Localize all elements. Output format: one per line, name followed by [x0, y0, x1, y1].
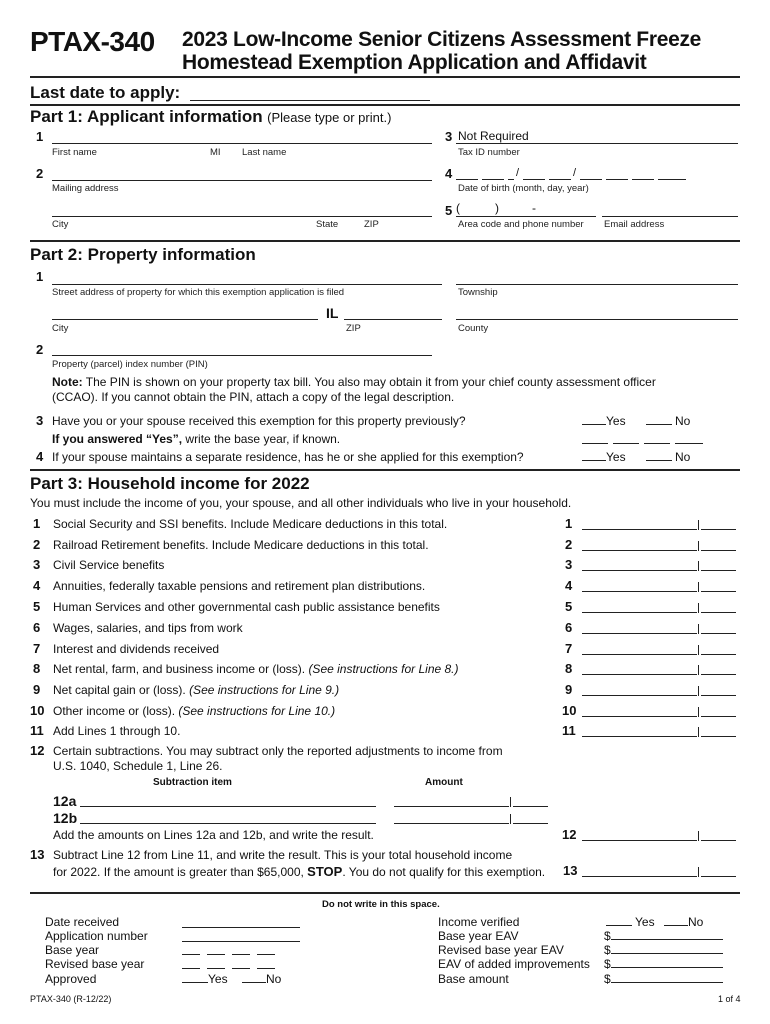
property-street-field[interactable]: [52, 284, 442, 285]
amount-header: Amount: [425, 777, 463, 788]
line12b-item-field[interactable]: [80, 823, 376, 824]
office-label: Base year: [45, 943, 100, 957]
tax-id-label: Tax ID number: [458, 147, 520, 158]
revised-base-year-eav-field[interactable]: [604, 943, 723, 957]
income-line-text: [53, 517, 447, 531]
phone-dash: -: [532, 201, 536, 215]
office-label: Base amount: [438, 972, 509, 986]
mi-label: MI: [210, 147, 221, 158]
income-line-amount[interactable]: [582, 539, 736, 551]
township-field[interactable]: [456, 284, 738, 285]
county-field[interactable]: [456, 319, 738, 320]
part1-title: [30, 107, 391, 127]
income-line-text: [53, 662, 459, 676]
income-line-amount[interactable]: [582, 518, 736, 530]
township-label: Township: [458, 287, 498, 298]
income-line-ref: 7: [565, 641, 573, 656]
dollar-sign: $: [604, 972, 611, 986]
part3-title: Part 3: Household income for 2022: [30, 474, 310, 493]
state-il: IL: [326, 305, 339, 321]
line12b-amount[interactable]: [394, 812, 548, 824]
dob-field[interactable]: / /: [456, 168, 690, 180]
office-heading: Do not write in this space.: [322, 899, 440, 910]
income-line-ref: 9: [565, 682, 573, 697]
phone-open-paren: (: [456, 201, 460, 215]
line-desc: Other income or (loss).: [53, 704, 179, 718]
line13-amount[interactable]: [582, 865, 736, 877]
income-line-number: 2: [33, 537, 41, 552]
q4-no[interactable]: [646, 450, 690, 464]
p1-line5-number: 5: [445, 203, 453, 218]
line13-text1: Subtract Line 12 from Line 11, and write the result. This is your total household income: [53, 848, 513, 862]
income-verified-no[interactable]: [664, 915, 703, 929]
income-line-text: [53, 683, 339, 697]
line13-text2a: for 2022. If the amount is greater than $65,000,: [53, 865, 308, 879]
income-line-ref: 5: [565, 599, 573, 614]
date-received-field[interactable]: [182, 927, 300, 928]
line-desc: Social Security and SSI benefits. Include Medicare deductions in this total.: [53, 517, 448, 531]
zip-label: ZIP: [364, 219, 379, 230]
line-desc: Wages, salaries, and tips from work: [53, 621, 243, 635]
page-number: 1 of 4: [718, 994, 741, 1004]
pin-note: [52, 375, 656, 389]
q4-yes[interactable]: [582, 450, 626, 464]
q3b-bold: If you answered “Yes”,: [52, 432, 183, 446]
line-desc: Human Services and other governmental cash public assistance benefits: [53, 600, 440, 614]
property-zip-field[interactable]: [344, 319, 442, 320]
p2-line2-number: 2: [36, 342, 44, 357]
income-line-number: 4: [33, 578, 41, 593]
line-desc: Net rental, farm, and business income or (loss).: [53, 662, 309, 676]
income-line-amount[interactable]: [582, 725, 736, 737]
email-field[interactable]: [602, 216, 738, 217]
part1-title-text: Part 1: Applicant information: [30, 107, 263, 126]
mailing-address-label: Mailing address: [52, 183, 119, 194]
dollar-sign: $: [604, 929, 611, 943]
part3-intro: You must include the income of you, your spouse, and all other individuals who live in your household.: [30, 496, 572, 510]
tax-id-field[interactable]: [456, 143, 738, 144]
income-line-text: [53, 704, 335, 718]
income-verified-yes-label: Yes: [635, 915, 655, 929]
line13-text2: [53, 864, 545, 879]
application-number-field[interactable]: [182, 941, 300, 942]
email-label: Email address: [604, 219, 665, 230]
property-city-label: City: [52, 323, 69, 334]
county-label: County: [458, 323, 489, 334]
income-line-ref: 8: [565, 661, 573, 676]
dollar-sign: $: [604, 943, 611, 957]
office-label: EAV of added improvements: [438, 957, 590, 971]
last-date-field[interactable]: [190, 100, 430, 101]
q4-text: If your spouse maintains a separate residence, has he or she applied for this exemption?: [52, 450, 524, 464]
line12-text1: Certain subtractions. You may subtract only the reported adjustments to income from: [53, 744, 503, 758]
income-line-number: 6: [33, 620, 41, 635]
added-improvements-eav-field[interactable]: [604, 957, 723, 971]
q3-yes[interactable]: [582, 414, 626, 428]
part2-rule: [30, 240, 740, 242]
income-line-text: [53, 642, 219, 656]
base-year-office-field[interactable]: [182, 944, 278, 956]
p1-line2-number: 2: [36, 166, 44, 181]
mailing-address-field[interactable]: [52, 180, 432, 181]
last-name-label: Last name: [242, 147, 287, 158]
base-year-field[interactable]: [582, 432, 704, 444]
income-line-ref: 1: [565, 516, 573, 531]
q3b-text: [52, 432, 340, 446]
dob-label: Date of birth (month, day, year): [458, 183, 589, 194]
line-note: (See instructions for Line 9.): [189, 683, 340, 697]
approved-yes[interactable]: [182, 972, 228, 986]
p2-line1-number: 1: [36, 269, 44, 284]
q3b-rest: write the base year, if known.: [182, 432, 341, 446]
income-line-text: [53, 724, 180, 738]
phone-label: Area code and phone number: [458, 219, 584, 230]
city-label: City: [52, 219, 69, 230]
p1-line1-number: 1: [36, 129, 44, 144]
line-note: (See instructions for Line 10.): [178, 704, 336, 718]
income-line-number: 10: [30, 703, 45, 718]
state-label: State: [316, 219, 339, 230]
q3-no[interactable]: [646, 414, 690, 428]
header-rule: [30, 76, 740, 78]
income-line-amount[interactable]: [582, 622, 736, 634]
income-line-number: 7: [33, 641, 41, 656]
office-label: Income verified: [438, 915, 520, 929]
income-line-text: [53, 600, 440, 614]
income-line-ref: 6: [565, 620, 573, 635]
approved-no[interactable]: [242, 972, 281, 986]
tax-id-value[interactable]: Not Required: [458, 129, 529, 143]
line12b-label: 12b: [53, 810, 78, 826]
line-desc: Railroad Retirement benefits. Include Medicare deductions in this total.: [53, 538, 429, 552]
property-street-label: Street address of property for which this exemption application is filed: [52, 287, 345, 298]
office-label: Revised base year: [45, 957, 145, 971]
last-date-label: Last date to apply:: [30, 83, 181, 102]
income-line-ref: 3: [565, 557, 573, 572]
income-line-ref: 4: [565, 578, 573, 593]
income-line-text: [53, 579, 425, 593]
name-field[interactable]: [52, 143, 432, 144]
office-rule: [30, 892, 740, 894]
phone-field[interactable]: [456, 216, 596, 217]
line12-amount[interactable]: [582, 829, 736, 841]
income-line-amount[interactable]: [582, 559, 736, 571]
note-label: Note:: [52, 375, 83, 389]
income-line-number: 1: [33, 516, 41, 531]
income-line-ref: 2: [565, 537, 573, 552]
p1-line4-number: 4: [445, 166, 453, 181]
line12a-label: 12a: [53, 793, 77, 809]
income-line-number: 3: [33, 557, 41, 572]
q4-yes-label: Yes: [606, 450, 626, 464]
income-line-amount[interactable]: [582, 705, 736, 717]
line12-number: 12: [30, 743, 45, 758]
income-line-text: [53, 538, 429, 552]
income-line-ref: 10: [562, 703, 577, 718]
office-label: Revised base year EAV: [438, 943, 564, 957]
line-desc: Add Lines 1 through 10.: [53, 724, 181, 738]
note-line1: The PIN is shown on your property tax bill. You also may obtain it from your chief county assessment officer: [85, 375, 656, 389]
income-line-number: 8: [33, 661, 41, 676]
line13-text2b: . You do not qualify for this exemption.: [342, 865, 546, 879]
q4-no-label: No: [675, 450, 691, 464]
subtraction-item-header: Subtraction item: [153, 777, 232, 788]
income-line-text: [53, 621, 243, 635]
income-line-number: 11: [30, 723, 44, 738]
line12-add-text: Add the amounts on Lines 12a and 12b, and write the result.: [53, 828, 374, 842]
p2-line4-number: 4: [36, 449, 44, 464]
city-state-zip-field[interactable]: [52, 216, 432, 217]
form-title-line2: Homestead Exemption Application and Affidavit: [182, 51, 647, 74]
form-id: PTAX-340: [30, 26, 155, 57]
pin-label: Property (parcel) index number (PIN): [52, 359, 208, 370]
income-line-number: 9: [33, 682, 41, 697]
approved-no-label: No: [266, 972, 282, 986]
income-line-amount[interactable]: [582, 580, 736, 592]
form-revision: PTAX-340 (R-12/22): [30, 994, 112, 1004]
revised-base-year-office-field[interactable]: [182, 958, 278, 970]
property-zip-label: ZIP: [346, 323, 361, 334]
line-desc: Annuities, federally taxable pensions and retirement plan distributions.: [53, 579, 426, 593]
q3-no-label: No: [675, 414, 691, 428]
income-verified-yes[interactable]: [606, 915, 655, 929]
income-line-amount[interactable]: [582, 663, 736, 675]
income-line-amount[interactable]: [582, 643, 736, 655]
first-name-label: First name: [52, 147, 97, 158]
office-label: Date received: [45, 915, 120, 929]
line12-ref: 12: [562, 827, 577, 842]
income-line-number: 5: [33, 599, 41, 614]
line-desc: Civil Service benefits: [53, 558, 165, 572]
property-city-field[interactable]: [52, 319, 318, 320]
base-amount-field[interactable]: [604, 972, 723, 986]
income-line-ref: 11: [562, 723, 576, 738]
income-line-amount[interactable]: [582, 684, 736, 696]
office-label: Application number: [45, 929, 148, 943]
line13-number: 13: [30, 847, 45, 862]
line-note: (See instructions for Line 8.): [308, 662, 459, 676]
line-desc: Net capital gain or (loss).: [53, 683, 190, 697]
phone-close-paren: ): [495, 201, 499, 215]
q3-text: Have you or your spouse received this exemption for this property previously?: [52, 414, 466, 428]
approved-yes-label: Yes: [208, 972, 228, 986]
office-label: Approved: [45, 972, 97, 986]
line12a-item-field[interactable]: [80, 806, 376, 807]
line-desc: Interest and dividends received: [53, 642, 220, 656]
part2-title: Part 2: Property information: [30, 245, 256, 264]
line12a-amount[interactable]: [394, 795, 548, 807]
office-label: Base year EAV: [438, 929, 519, 943]
income-line-amount[interactable]: [582, 601, 736, 613]
income-line-text: [53, 558, 164, 572]
form-title-line1: 2023 Low-Income Senior Citizens Assessment Freeze: [182, 28, 702, 51]
part1-subtitle: (Please type or print.): [267, 110, 392, 125]
p1-line3-number: 3: [445, 129, 453, 144]
q3-yes-label: Yes: [606, 414, 626, 428]
income-verified-no-label: No: [688, 915, 704, 929]
p2-line3-number: 3: [36, 413, 44, 428]
part1-rule: [30, 104, 740, 106]
pin-note-line2: (CCAO). If you cannot obtain the PIN, attach a copy of the legal description.: [52, 390, 455, 404]
base-year-eav-field[interactable]: [604, 929, 723, 943]
line13-ref: 13: [563, 863, 578, 878]
stop-text: STOP: [307, 864, 343, 879]
dollar-sign: $: [604, 957, 611, 971]
line12-text2: U.S. 1040, Schedule 1, Line 26.: [53, 759, 223, 773]
pin-field[interactable]: [52, 355, 432, 356]
part3-rule: [30, 469, 740, 471]
